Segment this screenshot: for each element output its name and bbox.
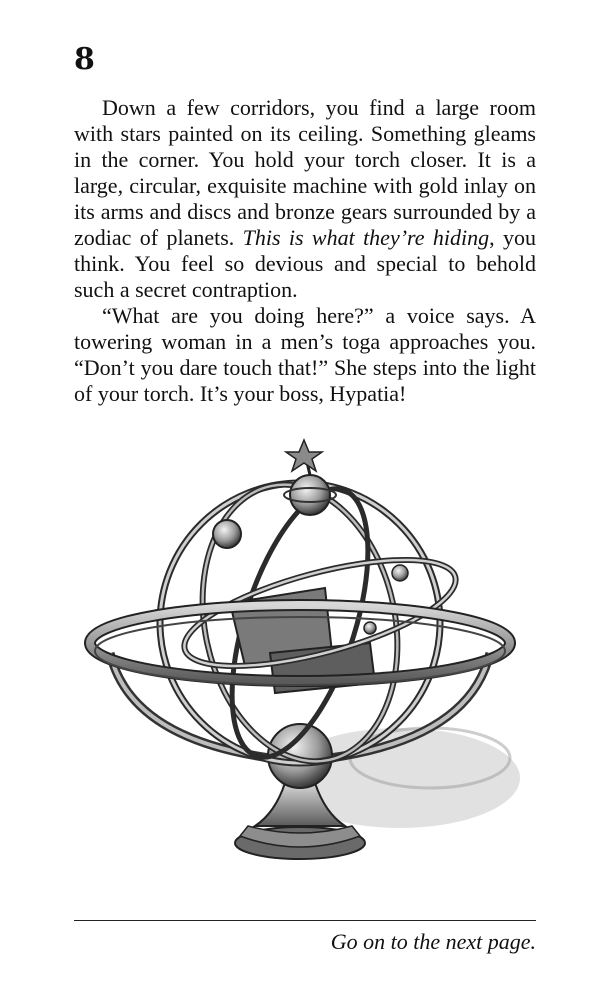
story-text [74, 95, 536, 407]
footer-divider [74, 920, 536, 921]
page-number: 8 [74, 42, 95, 77]
story-paragraph-2: “What are you doing here?” a voice says. A towering woman in a men’s toga approaches you. “Don’t you dare touch that!” She steps into the light of your torch. It’s your boss, Hypatia! [74, 303, 536, 406]
story-p1-after: , you think. You feel so devious and special to behold such a secret contraption. [74, 225, 536, 302]
story-paragraph-1 [74, 95, 536, 303]
story-p1-before: Down a few corridors, you find a large room with stars painted on its ceiling. Something gleams in the corner. You hold your torch closer. It is a large, circular, exquisite machine with gold inlay on its arms and discs and bronze gears surrounded by a zodiac of planets. [74, 95, 536, 250]
story-p1-italic: This is what they’re hiding [242, 225, 490, 250]
armillary-sphere-icon [70, 438, 540, 878]
next-page-prompt: Go on to the next page. [330, 929, 536, 954]
